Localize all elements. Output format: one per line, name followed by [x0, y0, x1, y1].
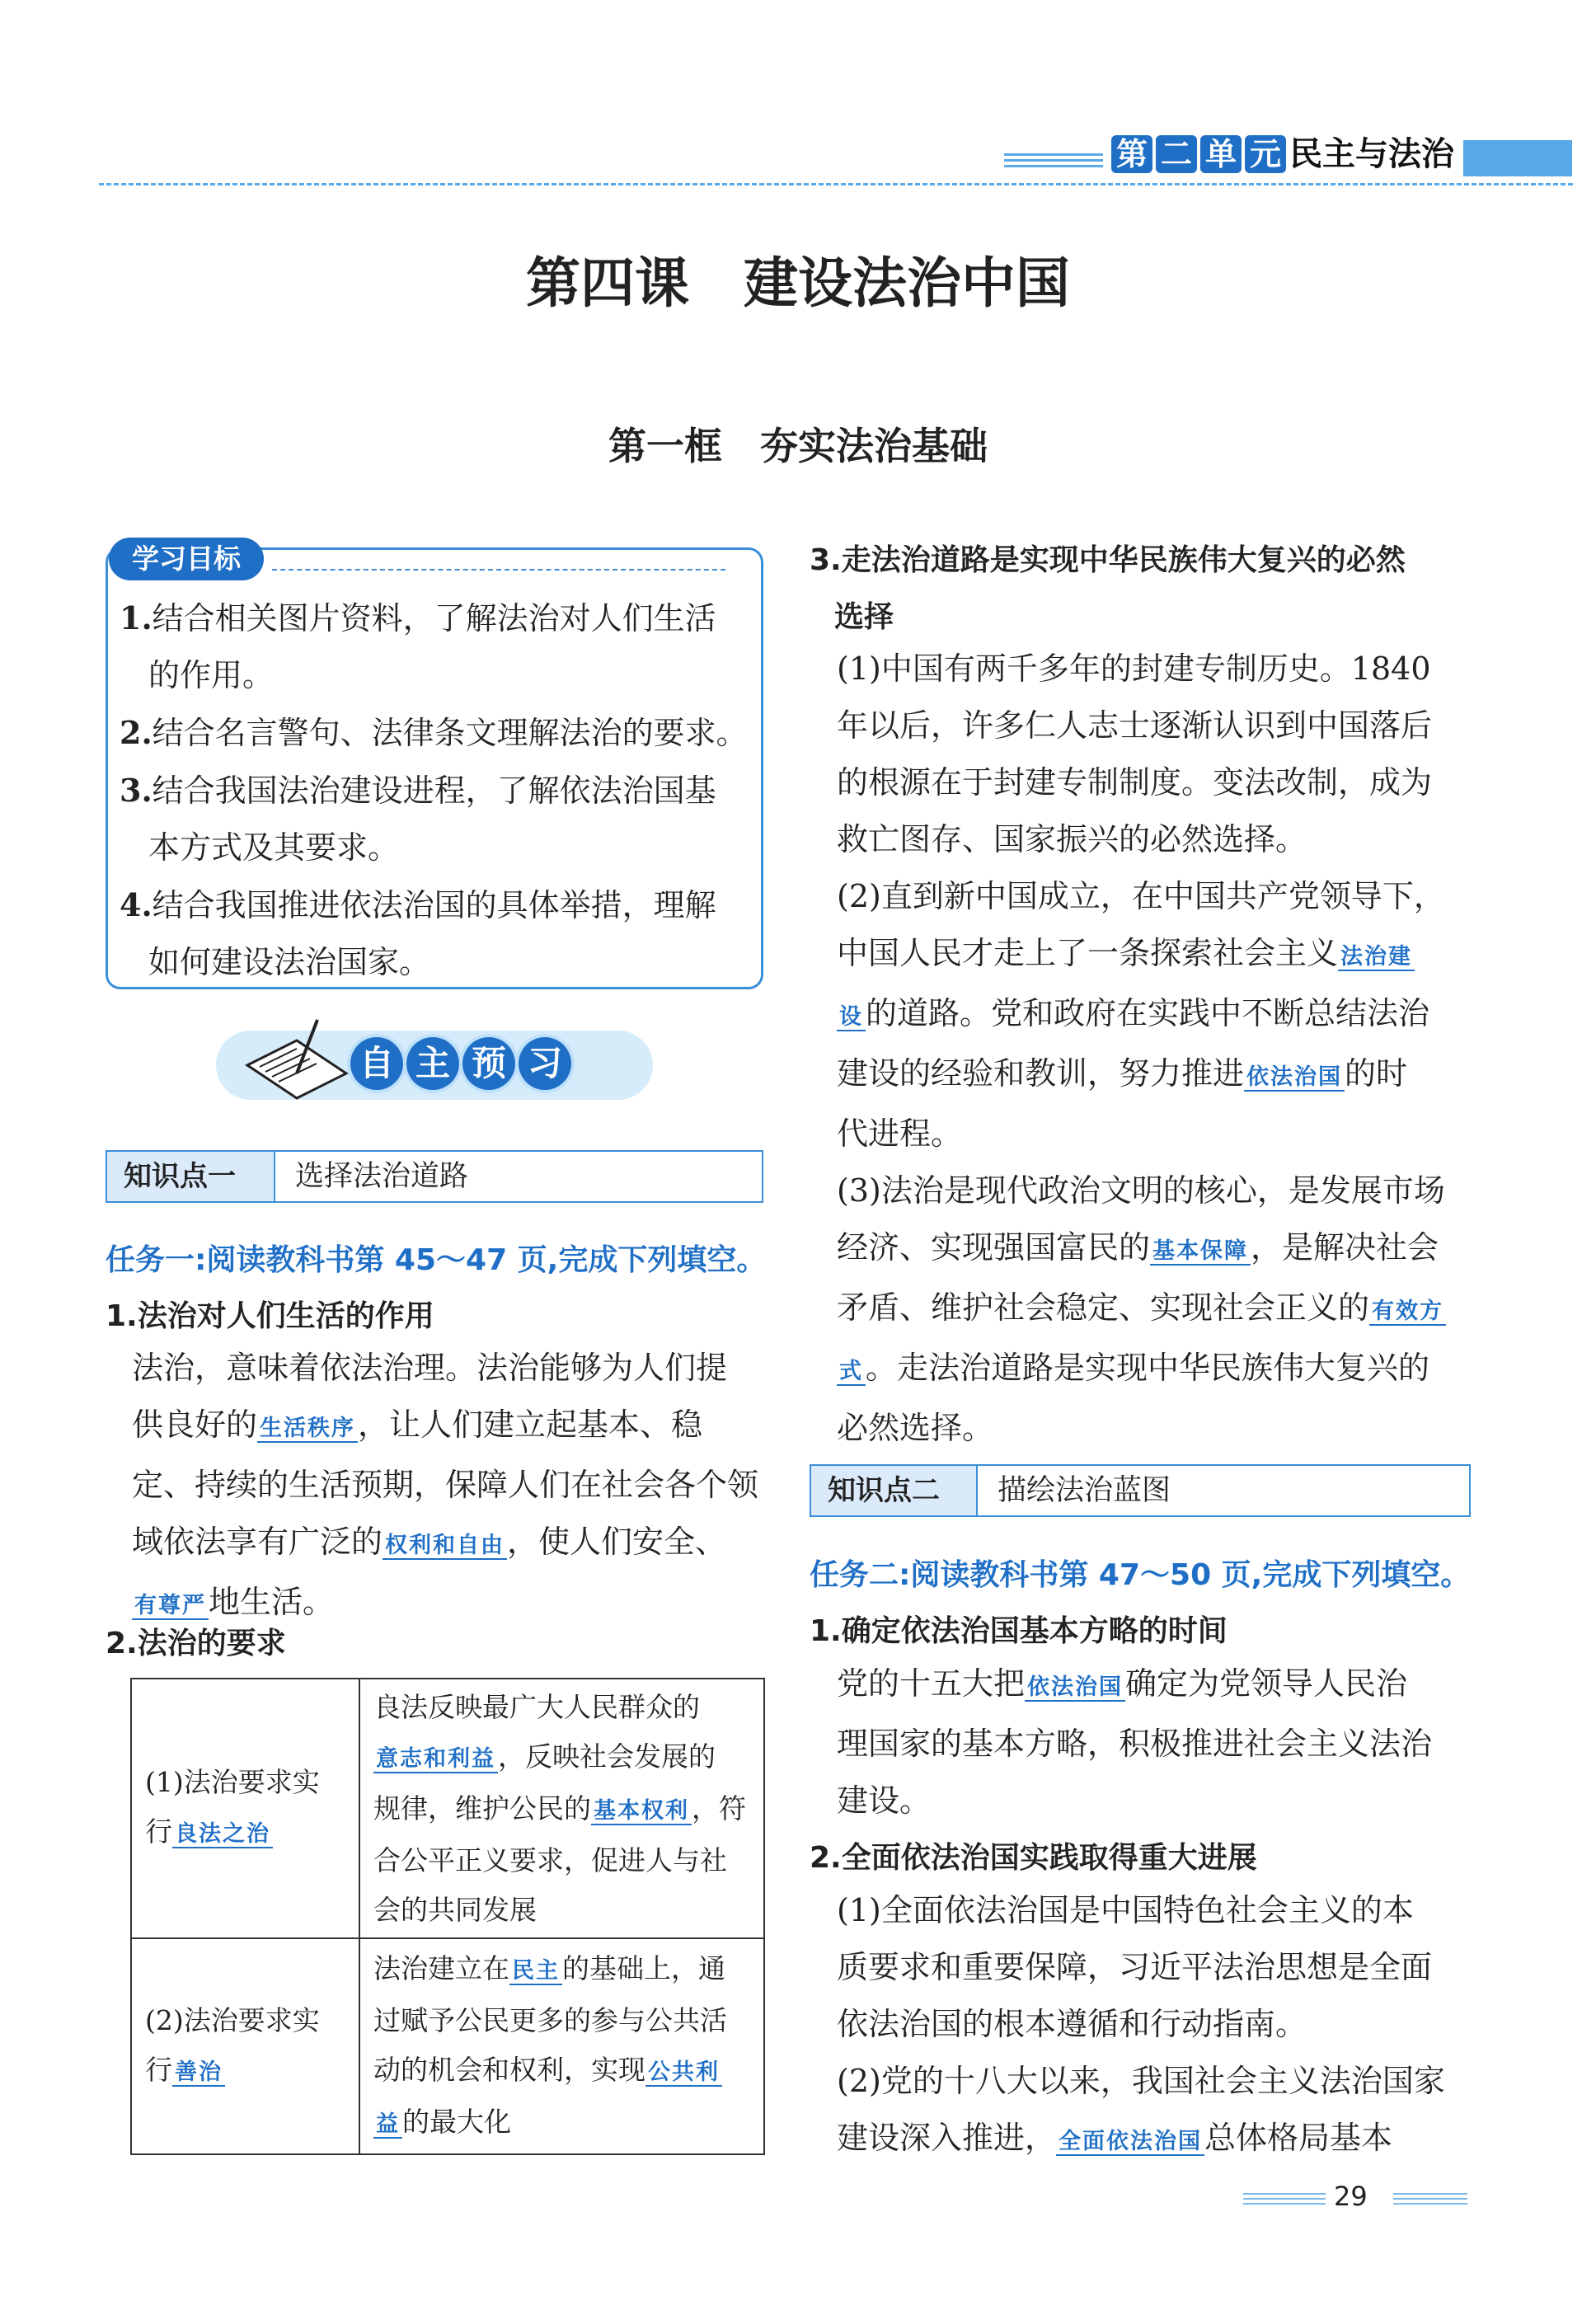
- fill-answer: 法治建: [1338, 944, 1415, 971]
- fill-answer: 依法治国: [1025, 1674, 1125, 1702]
- fill-answer: 意志和利益: [373, 1746, 498, 1773]
- kp-label: 知识点二: [811, 1466, 978, 1515]
- goal-item-cont: 的作用。: [148, 657, 275, 693]
- banner-char: 习: [519, 1037, 571, 1090]
- banner-char: 主: [406, 1037, 459, 1090]
- header-stripes: [1004, 153, 1103, 170]
- fill-answer: 式: [837, 1359, 866, 1386]
- rule-of-law-table: [130, 1678, 765, 2155]
- topic-2-text: (1)全面依法治国是中国特色社会主义的本 质要求和重要保障，习近平法治思想是全面 依法治国的根本遵循和行动指南。 (2)党的十八大以来，我国社会主义法治国家 建设深入推进， 全面依法治国总体格局基本: [837, 1892, 1445, 2156]
- fill-answer: 有效方: [1369, 1299, 1446, 1326]
- goal-item-cont: 本方式及其要求。: [148, 829, 400, 866]
- table-row: [131, 1679, 764, 1938]
- knowledge-point-1: [106, 1150, 763, 1203]
- fill-answer: 益: [373, 2111, 402, 2139]
- section-heading: 1.法治对人们生活的作用: [106, 1299, 434, 1333]
- table-cell-right: 法治建立在 民主的基础上，通 过赋予公民更多的参与公共活 动的机会和权利，实现 公共利 益的最大化: [359, 1938, 764, 2154]
- goal-item: 2.结合名言警句、法律条文理解法治的要求。: [120, 714, 748, 751]
- unit-char: 二: [1156, 135, 1197, 173]
- section-3-text: (1)中国有两千多年的封建专制历史。1840 年以后，许多仁人志士逐渐认识到中国落后 的根源在于封建专制制度。变法改制，成为 救亡图存、国家振兴的必然选择。 (2)直到新中国成立，在中国共产党领导下， 中国人民才走上了一条探索社会主义 法治建 设的道路。党和政府在实践中不断总结法治 建设的经验和教训，努力推进 依法治国的时 代进程。 (3)法治是现代政治文明的核心，是发展市场 经济、实现强国富民的 基本保障，是解决社会 矛盾、维护社会稳定、实现社会正义的 有效方 式。走法治道路是实现中华民族伟大复兴的 必然选择。: [837, 650, 1445, 1446]
- unit-char: 单: [1200, 135, 1242, 173]
- goal-item: 1.结合相关图片资料，了解法治对人们生活: [120, 599, 716, 636]
- table-cell-left: (1)法治要求实 行 良法之治: [131, 1679, 359, 1938]
- book-icon: [239, 1016, 354, 1110]
- banner-char: 预: [462, 1037, 515, 1090]
- fill-answer: 设: [837, 1004, 866, 1031]
- fill-answer: 依法治国: [1244, 1064, 1345, 1092]
- learning-goals-list: [120, 589, 754, 991]
- section-heading: 2.全面依法治国实践取得重大进展: [810, 1841, 1257, 1875]
- kp-title: 描绘法治蓝图: [998, 1474, 1171, 1507]
- kp-title: 选择法治道路: [295, 1160, 469, 1193]
- fill-answer: 良法之治: [172, 1821, 273, 1848]
- unit-char: 元: [1245, 135, 1286, 173]
- table-cell-right: 良法反映最广大人民群众的 意志和利益，反映社会发展的 规律，维护公民的 基本权利，符 合公平正义要求，促进人与社 会的共同发展: [359, 1679, 764, 1938]
- fill-answer: 基本保障: [1150, 1238, 1251, 1266]
- unit-header: [1111, 130, 1454, 178]
- topic-1-text: 党的十五大把 依法治国确定为党领导人民治 理国家的基本方略，积极推进社会主义法治 建设。: [837, 1665, 1433, 1819]
- goal-item: 4.结合我国推进依法治国的具体举措，理解: [120, 886, 716, 923]
- goal-tag-arrow: [272, 569, 725, 571]
- kp-label: 知识点一: [107, 1152, 275, 1201]
- header-rule: [99, 183, 1573, 186]
- section-heading: 1.确定依法治国基本方略的时间: [810, 1614, 1228, 1648]
- fill-answer: 全面依法治国: [1056, 2129, 1204, 2156]
- learning-goals-tag: 学习目标: [109, 538, 264, 580]
- table-row: [131, 1938, 764, 2154]
- unit-char: 第: [1111, 135, 1152, 173]
- section-heading: 2.法治的要求: [106, 1627, 286, 1660]
- task-1: 任务一:阅读教科书第 45～47 页,完成下列填空。: [106, 1243, 767, 1277]
- fill-answer: 善治: [172, 2059, 225, 2087]
- banner-char: 自: [350, 1037, 403, 1090]
- goal-item: 3.结合我国法治建设进程，了解依法治国基: [120, 772, 716, 809]
- goal-item-cont: 如何建设法治国家。: [148, 944, 431, 980]
- section-heading: 3.走法治道路是实现中华民族伟大复兴的必然 选择: [810, 543, 1406, 634]
- knowledge-point-2: [810, 1464, 1471, 1517]
- unit-title: 民主与法治: [1289, 135, 1455, 173]
- page-number: 29: [1334, 2181, 1368, 2212]
- fill-answer: 公共利: [645, 2059, 722, 2087]
- fill-answer: 基本权利: [591, 1798, 692, 1825]
- section-1-text: 法治，意味着依法治理。法治能够为人们提 供良好的 生活秩序，让人们建立起基本、稳 定、持续的生活预期，保障人们在社会各个领 域依法享有广泛的 权利和自由，使人们安全、 有尊严地生活。: [132, 1350, 759, 1620]
- fill-answer: 民主: [509, 1958, 562, 1985]
- header-accent-bar: [1463, 140, 1572, 176]
- section-title: 第一框 夯实法治基础: [608, 424, 988, 468]
- fill-answer: 生活秩序: [257, 1416, 358, 1443]
- page-number-rule-right: [1393, 2193, 1467, 2205]
- preview-banner: [350, 1037, 575, 1090]
- lesson-title: 第四课 建设法治中国: [526, 251, 1070, 315]
- table-cell-left: (2)法治要求实 行 善治: [131, 1938, 359, 2154]
- page-number-rule-left: [1243, 2193, 1326, 2205]
- fill-answer: 权利和自由: [383, 1533, 507, 1560]
- task-2: 任务二:阅读教科书第 47～50 页,完成下列填空。: [810, 1558, 1471, 1592]
- fill-answer: 有尊严: [132, 1593, 209, 1620]
